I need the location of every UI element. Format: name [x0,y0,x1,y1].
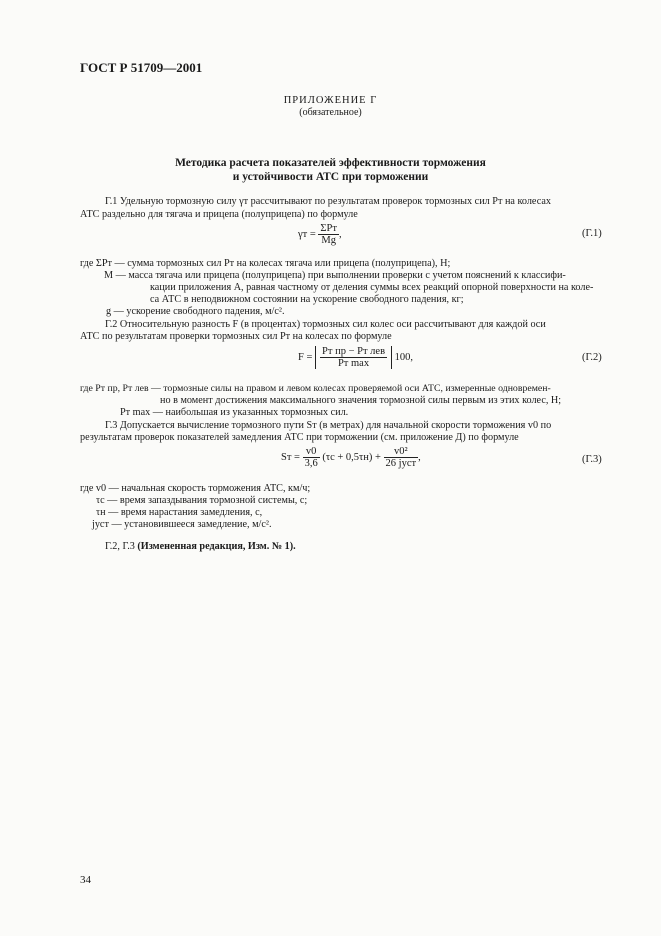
formula-g3-numerator-1: v0 [303,446,320,458]
formula-g3-fraction-1 [303,446,320,469]
formula-g1-number: (Г.1) [582,228,602,239]
formula-g1-lhs: γт = [298,228,316,240]
appendix-title: ПРИЛОЖЕНИЕ Г [283,95,378,106]
g1-where-5: g — ускорение свободного падения, м/с². [106,306,285,317]
formula-g3-middle: (τс + 0,5τн) + [322,451,381,463]
formula-g3-lhs: Sт = [281,451,300,463]
g3-where-2: τс — время запаздывания тормозной системы, с; [96,495,308,506]
section-title-line2: и устойчивости АТС при торможении [232,171,429,183]
g2-text-line2: АТС по результатам проверки тормозных сил Pт на колесах по формуле [80,331,392,342]
g2-where-1: где Pт пр, Pт лев — тормозные силы на правом и левом колесах проверяемой оси АТС, измеренные одновремен- [80,383,551,394]
formula-g2 [298,346,413,369]
formula-g2-tail: 100, [394,351,414,363]
g3-where-3: τн — время нарастания замедления, с, [96,507,263,518]
formula-g2-fraction [315,346,392,369]
formula-g1-fraction [318,223,339,246]
g3-text-line1: Г.3 Допускается вычисление тормозного пути Sт (в метрах) для начальной скорости торможения v0 по [105,420,552,431]
formula-g2-numerator: Pт пр − Pт лев [322,346,386,357]
g2-text-line1: Г.2 Относительную разность F (в процентах) тормозных сил колес оси рассчитывают для каждой оси [105,319,546,330]
formula-g3-number: (Г.3) [582,454,602,465]
formula-g2-denominator: Pт max [337,358,370,369]
g1-where-4: са АТС в неподвижном состоянии на ускорение свободного падения, кг; [150,294,464,305]
amendment-text: (Измененная редакция, Изм. № 1). [137,541,296,552]
formula-g1-numerator: ΣPт [320,223,337,234]
page-number: 34 [80,874,91,886]
section-title-line1: Методика расчета показателей эффективности торможения [175,157,486,169]
formula-g1-denominator: Mg [321,235,336,246]
g3-where-1: где v0 — начальная скорость торможения АТС, км/ч; [80,483,311,494]
formula-g2-lhs: F = [298,351,313,363]
formula-g3 [281,446,421,469]
formula-g2-number: (Г.2) [582,352,602,363]
g1-text-line2: АТС раздельно для тягача и прицепа (полуприцепа) по формуле [80,209,358,220]
amendment-label: Г.2, Г.3 [105,541,135,552]
g1-where-3: кации приложения А, равная частному от деления суммы всех реакций опорной поверхности на коле- [150,282,594,293]
formula-g3-numerator-2: v0² [384,446,419,458]
g3-text-line2: результатам проверок показателей замедления АТС при торможении (см. приложение Д) по формуле [80,432,519,443]
g1-text-line1: Г.1 Удельную тормозную силу γт рассчитывают по результатам проверок тормозных сил Pт на колесах [105,196,551,207]
amendment-note [105,541,296,553]
g2-where-2: но в момент достижения максимального значения тормозной силы первым из этих колес, Н; [160,395,562,406]
g3-where-4: jуст — установившееся замедление, м/с². [92,519,272,530]
document-header: ГОСТ Р 51709—2001 [80,60,203,75]
formula-g3-denominator-2: 26 jуст [385,458,417,469]
g2-where-3: Pт max — наибольшая из указанных тормозных сил. [120,407,349,418]
formula-g3-tail: , [418,451,421,463]
g1-where-2: M — масса тягача или прицепа (полуприцепа) при выполнении проверки с учетом пояснений к классифи- [104,270,566,281]
formula-g1 [298,223,342,246]
formula-g3-fraction-2 [384,446,419,469]
appendix-status: (обязательное) [299,107,362,118]
formula-g1-tail: , [338,228,342,240]
formula-g3-denominator-1: 3,6 [304,458,318,469]
g1-where-1: где ΣPт — сумма тормозных сил Pт на колесах тягача или прицепа (полуприцепа), Н; [80,258,451,269]
